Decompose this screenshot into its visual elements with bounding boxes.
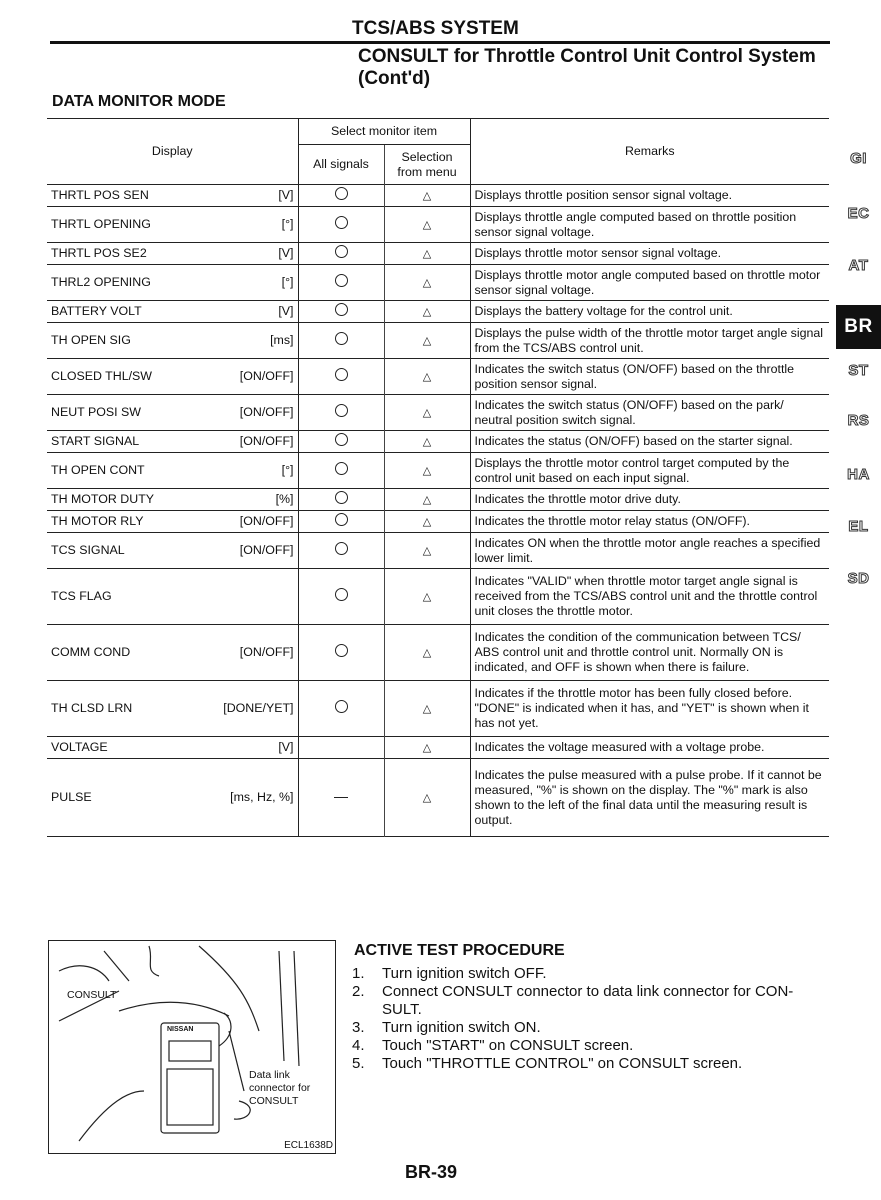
- cell-selection-from-menu: [384, 453, 470, 489]
- signal-name: BATTERY VOLT: [51, 304, 142, 318]
- signal-unit: [ms, Hz, %]: [230, 790, 294, 804]
- table-row: [47, 453, 829, 489]
- signal-name: THRTL POS SE2: [51, 246, 147, 260]
- table-body: [47, 185, 829, 837]
- header-selection-from-menu: Selection from menu: [384, 145, 470, 185]
- table-row: [47, 243, 829, 265]
- circle-mark-icon: [335, 433, 348, 446]
- signal-name: PULSE: [51, 790, 92, 804]
- signal-name: TH OPEN CONT: [51, 463, 145, 477]
- active-test-procedure-heading: ACTIVE TEST PROCEDURE: [354, 942, 565, 959]
- triangle-mark-icon: △: [422, 702, 432, 715]
- procedure-step: [352, 1037, 828, 1055]
- cell-all-signals: [298, 207, 384, 243]
- triangle-mark-icon: △: [422, 435, 432, 448]
- signal-unit: [ON/OFF]: [239, 645, 294, 659]
- cell-all-signals: [298, 395, 384, 431]
- signal-unit: [ON/OFF]: [239, 434, 294, 448]
- cell-selection-from-menu: [384, 431, 470, 453]
- table-row: [47, 185, 829, 207]
- cell-remarks: Indicates the switch status (ON/OFF) based on the park/ neutral position switch signal.: [474, 397, 784, 427]
- data-monitor-table-wrapper: [47, 118, 829, 837]
- cell-display: [47, 681, 298, 737]
- triangle-mark-icon: △: [422, 218, 432, 231]
- cell-display: [47, 533, 298, 569]
- cell-all-signals: [298, 265, 384, 301]
- procedure-step: [352, 983, 828, 1019]
- signal-name: THRTL POS SEN: [51, 188, 149, 202]
- signal-unit: [ON/OFF]: [239, 369, 294, 383]
- circle-mark-icon: [335, 303, 348, 316]
- cell-selection-from-menu: [384, 265, 470, 301]
- cell-all-signals: [298, 569, 384, 625]
- table-row: [47, 431, 829, 453]
- step-number: 3.: [352, 1019, 365, 1036]
- data-monitor-table: [47, 118, 829, 837]
- circle-mark-icon: [335, 404, 348, 417]
- table-row: [47, 511, 829, 533]
- cell-remarks: Indicates the condition of the communication between TCS/ ABS control unit and throttle control unit. Normally ON is indicated, and OFF is shown when there is failure.: [474, 630, 801, 674]
- cell-selection-from-menu: [384, 359, 470, 395]
- circle-mark-icon: [335, 368, 348, 381]
- cell-remarks: Indicates the switch status (ON/OFF) based on the throttle position sensor signal.: [474, 361, 795, 391]
- section-tab-sd[interactable]: SD: [847, 570, 870, 587]
- circle-mark-icon: [335, 332, 348, 345]
- data-monitor-heading: DATA MONITOR MODE: [52, 93, 226, 110]
- circle-mark-icon: [335, 513, 348, 526]
- section-tab-el[interactable]: EL: [848, 518, 869, 535]
- table-row: [47, 737, 829, 759]
- signal-unit: [V]: [278, 304, 294, 318]
- step-text: Turn ignition switch ON.: [382, 1019, 541, 1036]
- cell-remarks: Displays the battery voltage for the control unit.: [474, 304, 733, 318]
- consult-illustration: [49, 941, 335, 1153]
- circle-mark-icon: [335, 245, 348, 258]
- signal-unit: [V]: [278, 246, 294, 260]
- data-link-connector-label: Data link connector for CONSULT: [249, 1069, 311, 1107]
- signal-unit: [°]: [281, 463, 294, 477]
- triangle-mark-icon: △: [422, 515, 432, 528]
- cell-all-signals: [298, 185, 384, 207]
- cell-selection-from-menu: [384, 185, 470, 207]
- cell-selection-from-menu: [384, 301, 470, 323]
- cell-display: [47, 489, 298, 511]
- cell-selection-from-menu: [384, 759, 470, 837]
- cell-selection-from-menu: [384, 395, 470, 431]
- section-tab-ec[interactable]: EC: [847, 205, 870, 222]
- signal-name: TH CLSD LRN: [51, 701, 133, 715]
- step-number: 2.: [352, 983, 365, 1000]
- step-text: Turn ignition switch OFF.: [382, 965, 547, 982]
- procedure-step: [352, 1019, 828, 1037]
- cell-all-signals: [298, 243, 384, 265]
- cell-all-signals: [298, 511, 384, 533]
- procedure-steps: [352, 965, 828, 1073]
- cell-all-signals: [298, 737, 384, 759]
- header-select-monitor-item: Select monitor item: [298, 119, 470, 145]
- triangle-mark-icon: △: [422, 464, 432, 477]
- cell-selection-from-menu: [384, 323, 470, 359]
- circle-mark-icon: [335, 542, 348, 555]
- signal-unit: [°]: [281, 217, 294, 231]
- dash-mark-icon: [334, 797, 348, 799]
- signal-name: TH MOTOR DUTY: [51, 492, 155, 506]
- triangle-mark-icon: △: [422, 646, 432, 659]
- cell-remarks: Displays the pulse width of the throttle motor target angle signal from the TCS/ABS control unit.: [474, 325, 824, 355]
- signal-unit: [DONE/YET]: [223, 701, 294, 715]
- circle-mark-icon: [335, 491, 348, 504]
- cell-display: [47, 395, 298, 431]
- table-row: [47, 359, 829, 395]
- cell-all-signals: [298, 359, 384, 395]
- circle-mark-icon: [335, 700, 348, 713]
- section-tab-at[interactable]: AT: [848, 257, 869, 274]
- cell-display: [47, 301, 298, 323]
- cell-display: [47, 511, 298, 533]
- section-tab-gi[interactable]: GI: [850, 150, 867, 167]
- cell-display: [47, 569, 298, 625]
- triangle-mark-icon: △: [422, 370, 432, 383]
- cell-display: [47, 759, 298, 837]
- triangle-mark-icon: △: [422, 493, 432, 506]
- signal-name: NEUT POSI SW: [51, 405, 141, 419]
- step-text: Connect CONSULT connector to data link connector for CON- SULT.: [382, 983, 794, 1018]
- cell-selection-from-menu: [384, 511, 470, 533]
- signal-unit: [ON/OFF]: [239, 543, 294, 557]
- triangle-mark-icon: △: [422, 189, 432, 202]
- cell-remarks: Displays throttle angle computed based on throttle position sensor signal voltage.: [474, 209, 797, 239]
- signal-name: TCS FLAG: [51, 589, 112, 603]
- step-text: Touch "START" on CONSULT screen.: [382, 1037, 634, 1054]
- nissan-brand-label: NISSAN: [167, 1026, 194, 1033]
- cell-all-signals: [298, 431, 384, 453]
- cell-selection-from-menu: [384, 207, 470, 243]
- cell-remarks: Indicates "VALID" when throttle motor target angle signal is received from the TCS/ABS control unit and the throttle control unit closes the throttle motor.: [474, 574, 818, 618]
- circle-mark-icon: [335, 644, 348, 657]
- signal-name: TH OPEN SIG: [51, 333, 131, 347]
- section-tab-st[interactable]: ST: [848, 362, 869, 379]
- signal-unit: [V]: [278, 188, 294, 202]
- cell-all-signals: [298, 301, 384, 323]
- table-row: [47, 323, 829, 359]
- signal-name: THRL2 OPENING: [51, 275, 151, 289]
- circle-mark-icon: [335, 187, 348, 200]
- triangle-mark-icon: △: [422, 276, 432, 289]
- cell-display: [47, 265, 298, 301]
- cell-selection-from-menu: [384, 533, 470, 569]
- triangle-mark-icon: △: [422, 334, 432, 347]
- circle-mark-icon: [335, 462, 348, 475]
- triangle-mark-icon: △: [422, 791, 432, 804]
- page-number: BR-39: [405, 1162, 458, 1182]
- cell-remarks: Indicates the pulse measured with a pulse probe. If it cannot be measured, "%" is shown on the display. The "%" mark is also shown to the left of the final data until the measuring result is output.: [474, 767, 822, 827]
- table-row: [47, 625, 829, 681]
- signal-unit: [V]: [278, 740, 294, 754]
- header-all-signals: All signals: [298, 145, 384, 185]
- signal-unit: [ON/OFF]: [239, 405, 294, 419]
- cell-selection-from-menu: [384, 489, 470, 511]
- circle-mark-icon: [335, 216, 348, 229]
- section-tab-ha[interactable]: HA: [847, 466, 870, 483]
- cell-remarks: Indicates the status (ON/OFF) based on the starter signal.: [474, 434, 793, 448]
- cell-all-signals: [298, 759, 384, 837]
- table-row: [47, 395, 829, 431]
- triangle-mark-icon: △: [422, 305, 432, 318]
- cell-all-signals: [298, 489, 384, 511]
- procedure-step: [352, 965, 828, 983]
- triangle-mark-icon: △: [422, 406, 432, 419]
- cell-selection-from-menu: [384, 569, 470, 625]
- triangle-mark-icon: △: [422, 741, 432, 754]
- triangle-mark-icon: △: [422, 247, 432, 260]
- cell-remarks: Displays throttle motor sensor signal voltage.: [474, 246, 722, 260]
- cell-remarks: Indicates if the throttle motor has been fully closed before. "DONE" is indicated when it has, and "YET" is shown when it has not yet.: [474, 686, 809, 730]
- cell-display: [47, 207, 298, 243]
- cell-display: [47, 243, 298, 265]
- cell-selection-from-menu: [384, 737, 470, 759]
- signal-name: TH MOTOR RLY: [51, 514, 144, 528]
- table-row: [47, 265, 829, 301]
- table-row: [47, 207, 829, 243]
- table-row: [47, 681, 829, 737]
- signal-unit: [°]: [281, 275, 294, 289]
- table-row: [47, 301, 829, 323]
- step-text: Touch "THROTTLE CONTROL" on CONSULT screen.: [382, 1055, 743, 1072]
- cell-remarks: Indicates the throttle motor drive duty.: [474, 492, 681, 506]
- circle-mark-icon: [335, 588, 348, 601]
- cell-remarks: Displays throttle motor angle computed based on throttle motor sensor signal voltage.: [474, 267, 821, 297]
- section-tab-rs[interactable]: RS: [847, 412, 870, 429]
- step-number: 5.: [352, 1055, 365, 1072]
- cell-remarks: Indicates the voltage measured with a voltage probe.: [474, 740, 765, 754]
- signal-name: COMM COND: [51, 645, 131, 659]
- cell-display: [47, 359, 298, 395]
- step-number: 1.: [352, 965, 365, 982]
- cell-remarks: Displays throttle position sensor signal voltage.: [474, 188, 733, 202]
- signal-name: CLOSED THL/SW: [51, 369, 152, 383]
- cell-all-signals: [298, 533, 384, 569]
- section-header-title: TCS/ABS SYSTEM: [352, 18, 519, 39]
- signal-unit: [%]: [275, 492, 294, 506]
- header-remarks: Remarks: [624, 144, 675, 158]
- cell-all-signals: [298, 681, 384, 737]
- cell-remarks: Indicates the throttle motor relay status (ON/OFF).: [474, 514, 750, 528]
- signal-name: THRTL OPENING: [51, 217, 151, 231]
- circle-mark-icon: [335, 274, 348, 287]
- consult-label: CONSULT: [67, 989, 117, 1001]
- cell-remarks: Indicates ON when the throttle motor angle reaches a specified lower limit.: [474, 535, 821, 565]
- table-row: [47, 569, 829, 625]
- figure-code: ECL1638D: [284, 1140, 333, 1151]
- signal-name: VOLTAGE: [51, 740, 108, 754]
- cell-selection-from-menu: [384, 681, 470, 737]
- triangle-mark-icon: △: [422, 590, 432, 603]
- cell-display: [47, 431, 298, 453]
- step-number: 4.: [352, 1037, 365, 1054]
- procedure-step: [352, 1055, 828, 1073]
- signal-name: TCS SIGNAL: [51, 543, 125, 557]
- cell-display: [47, 625, 298, 681]
- cell-display: [47, 453, 298, 489]
- consult-connection-figure: [48, 940, 336, 1154]
- signal-unit: [ms]: [270, 333, 294, 347]
- table-row: [47, 489, 829, 511]
- signal-name: START SIGNAL: [51, 434, 140, 448]
- cell-all-signals: [298, 625, 384, 681]
- table-row: [47, 533, 829, 569]
- cell-all-signals: [298, 453, 384, 489]
- cell-selection-from-menu: [384, 243, 470, 265]
- page-subtitle: CONSULT for Throttle Control Unit Control System (Cont'd): [358, 46, 816, 89]
- table-row: [47, 759, 829, 837]
- triangle-mark-icon: △: [422, 544, 432, 557]
- cell-display: [47, 323, 298, 359]
- signal-unit: [ON/OFF]: [239, 514, 294, 528]
- cell-remarks: Displays the throttle motor control target computed by the control unit based on each input signal.: [474, 455, 790, 485]
- header-display: Display: [47, 119, 298, 185]
- cell-display: [47, 185, 298, 207]
- cell-selection-from-menu: [384, 625, 470, 681]
- section-tab-br[interactable]: BR: [836, 305, 881, 349]
- cell-display: [47, 737, 298, 759]
- cell-all-signals: [298, 323, 384, 359]
- header-rule: [50, 41, 830, 44]
